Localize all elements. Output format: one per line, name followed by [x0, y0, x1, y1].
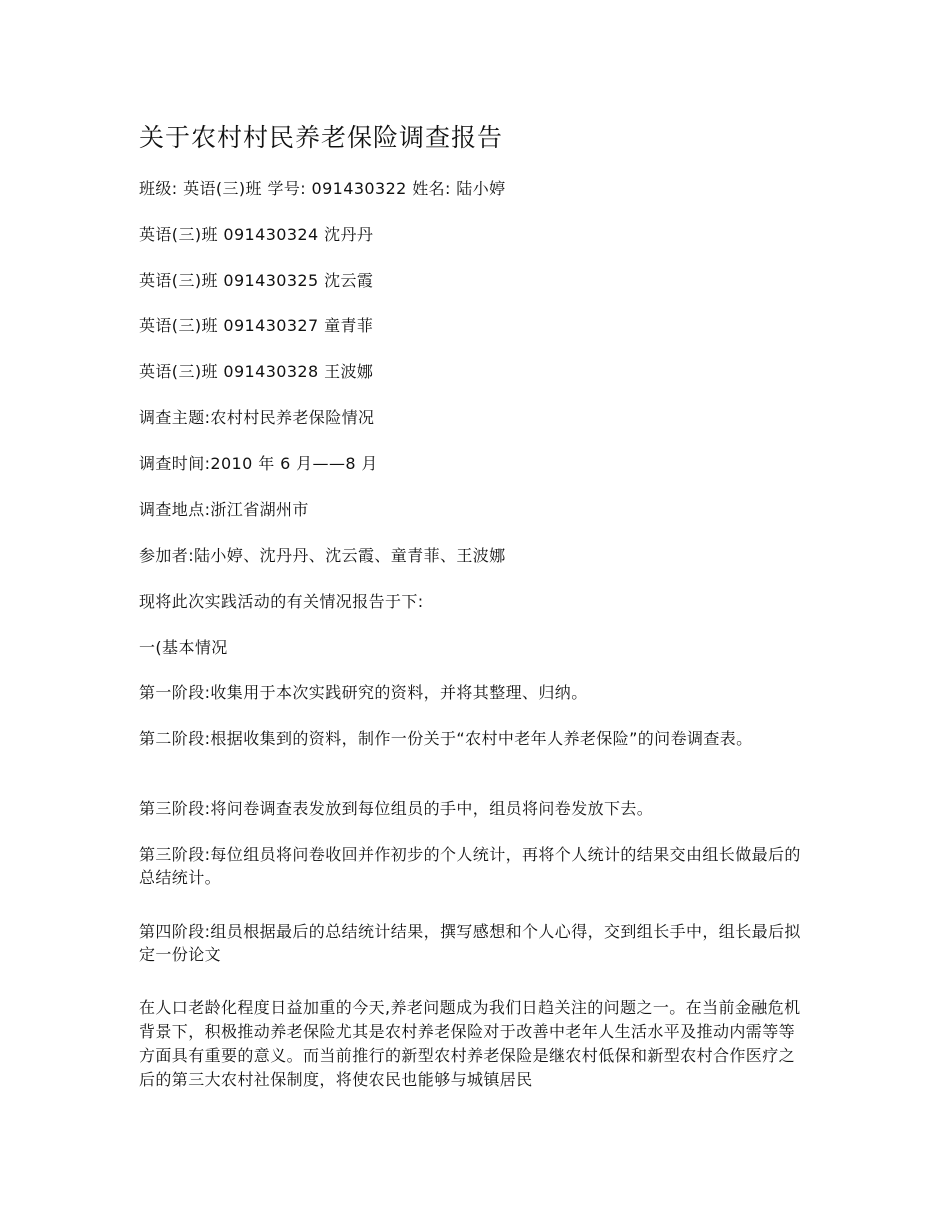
stage-paragraph: 第一阶段:收集用于本次实践研究的资料，并将其整理、归纳。 — [139, 683, 588, 702]
body-paragraph: 在人口老龄化程度日益加重的今天,养老问题成为我们日趋关注的问题之一。在当前金融危机背景下，积极推动养老保险尤其是农村养老保险对于改善中老年人生活水平及推动内需等等方面具有重要的意义。而当前推行的新型农村养老保险是继农村低保和新型农村合作医疗之后的第三大农村社保制度，将使农民也能够与城镇居民 — [139, 998, 801, 1089]
member-line: 英语(三)班 091430325 沈云霞 — [139, 271, 374, 290]
survey-place: 调查地点:浙江省湖州市 — [139, 500, 309, 519]
intro-sentence: 现将此次实践活动的有关情况报告于下: — [139, 592, 424, 611]
stage-paragraph: 第四阶段:组员根据最后的总结统计结果，撰写感想和个人心得，交到组长手中，组长最后拟定一份论文 — [139, 922, 801, 964]
survey-topic: 调查主题:农村村民养老保险情况 — [139, 408, 375, 427]
document-title: 关于农村村民养老保险调查报告 — [139, 123, 504, 152]
section-heading: 一(基本情况 — [139, 638, 228, 657]
participants: 参加者:陆小婷、沈丹丹、沈云霞、童青菲、王波娜 — [139, 546, 506, 565]
class-info-line: 班级: 英语(三)班 学号: 091430322 姓名: 陆小婷 — [139, 179, 506, 198]
stage-paragraph: 第三阶段:将问卷调查表发放到每位组员的手中，组员将问卷发放下去。 — [139, 799, 654, 818]
survey-time: 调查时间:2010 年 6 月——8 月 — [139, 454, 378, 473]
member-line: 英语(三)班 091430327 童青菲 — [139, 316, 374, 335]
member-line: 英语(三)班 091430328 王波娜 — [139, 362, 374, 381]
member-line: 英语(三)班 091430324 沈丹丹 — [139, 225, 374, 244]
stage-paragraph: 第二阶段:根据收集到的资料，制作一份关于“农村中老年人养老保险”的问卷调查表。 — [139, 729, 753, 748]
stage-paragraph: 第三阶段:每位组员将问卷收回并作初步的个人统计，再将个人统计的结果交由组长做最后的总结统计。 — [139, 845, 801, 887]
